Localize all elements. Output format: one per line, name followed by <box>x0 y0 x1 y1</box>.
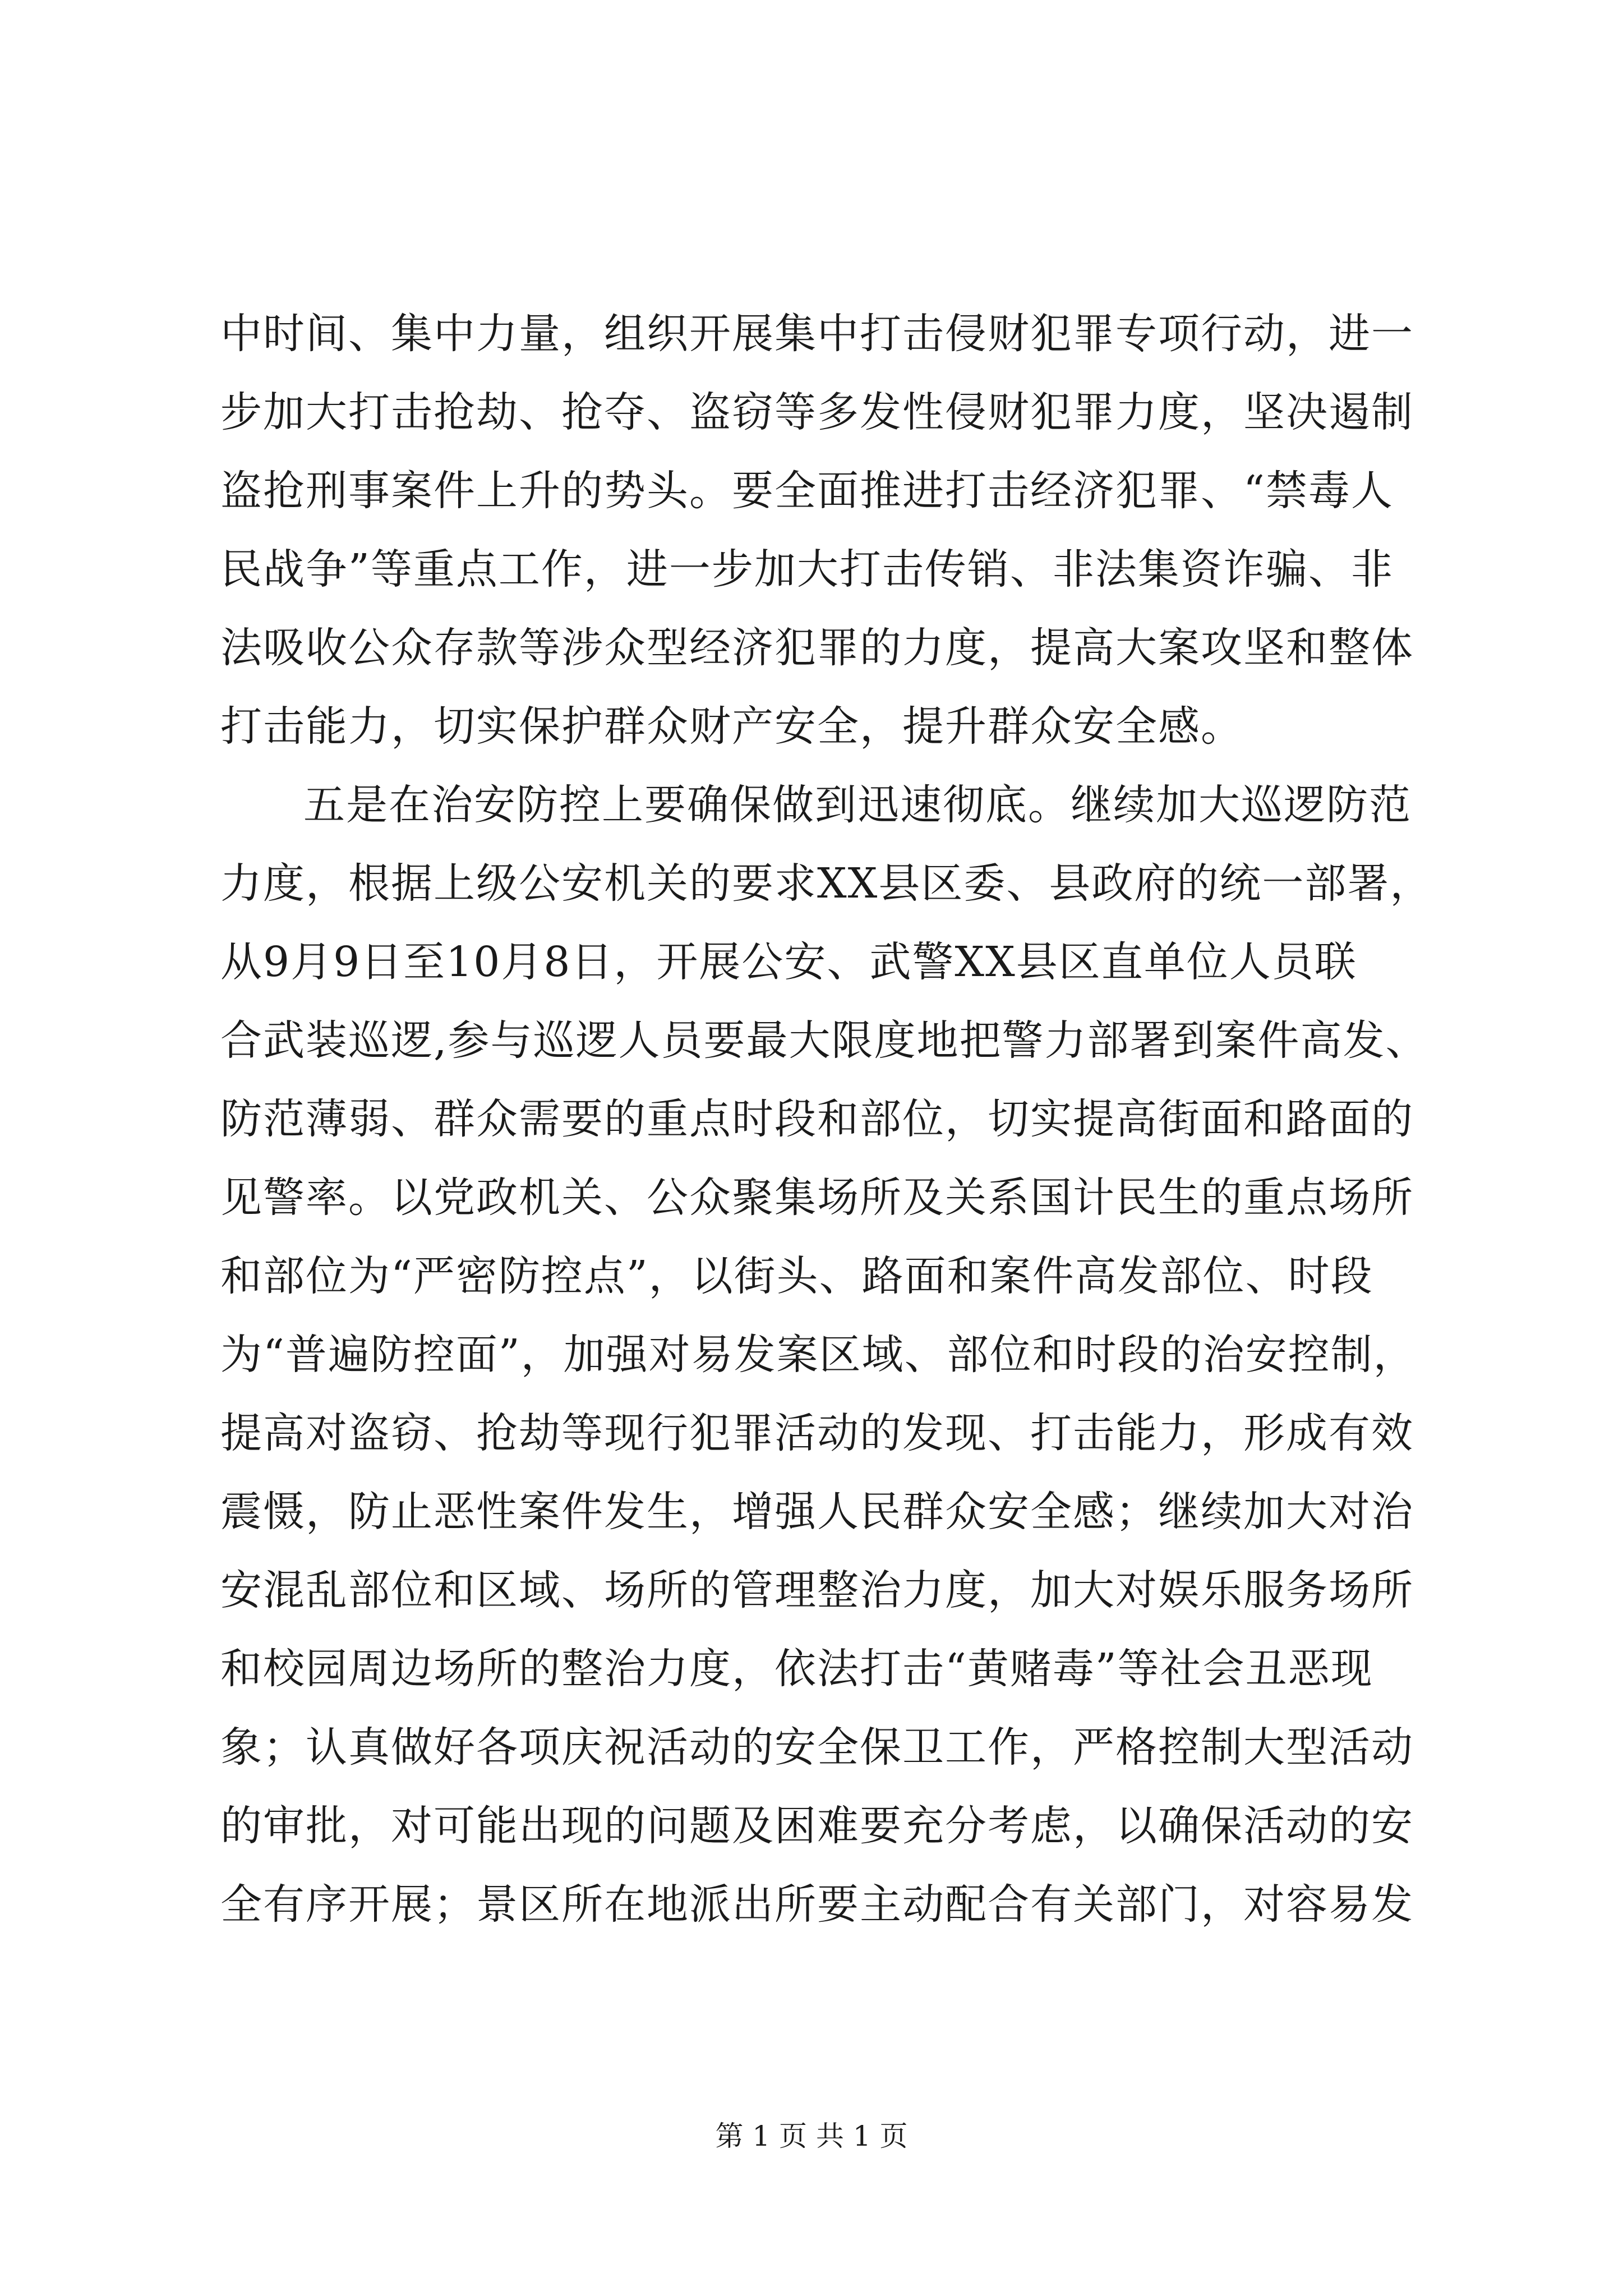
page-footer: 第 1 页 共 1 页 <box>715 2120 908 2152</box>
text-line: 安混乱部位和区域、场所的管理整治力度，加大对娱乐服务场所 <box>220 1566 1414 1614</box>
text-line: 法吸收公众存款等涉众型经济犯罪的力度，提高大案攻坚和整体 <box>220 624 1414 672</box>
paragraph-first-line: 五是在治安防控上要确保做到迅速彻底。继续加大巡逻防范 <box>303 781 1412 829</box>
text-line: 和校园周边场所的整治力度，依法打击“黄赌毒”等社会丑恶现 <box>220 1645 1373 1693</box>
text-line: 见警率。以党政机关、公众聚集场所及关系国计民生的重点场所 <box>220 1174 1414 1222</box>
text-line: 防范薄弱、群众需要的重点时段和部位，切实提高街面和路面的 <box>220 1095 1414 1143</box>
text-line: 为“普遍防控面”，加强对易发案区域、部位和时段的治安控制， <box>220 1331 1416 1379</box>
text-line: 民战争”等重点工作，进一步加大打击传销、非法集资诈骗、非 <box>220 545 1394 593</box>
text-line: 中时间、集中力量，组织开展集中打击侵财犯罪专项行动，进一 <box>220 310 1414 358</box>
text-line: 合武装巡逻,参与巡逻人员要最大限度地把警力部署到案件高发、 <box>220 1016 1428 1065</box>
text-line: 打击能力，切实保护群众财产安全，提升群众安全感。 <box>220 702 1243 751</box>
text-line: 全有序开展；景区所在地派出所要主动配合有关部门，对容易发 <box>220 1880 1414 1929</box>
text-line: 和部位为“严密防控点”，以街头、路面和案件高发部位、时段 <box>220 1252 1373 1300</box>
text-line: 步加大打击抢劫、抢夺、盗窃等多发性侵财犯罪力度，坚决遏制 <box>220 388 1414 436</box>
text-line: 的审批，对可能出现的问题及困难要充分考虑，以确保活动的安 <box>220 1802 1414 1850</box>
text-line: 震慑，防止恶性案件发生，增强人民群众安全感；继续加大对治 <box>220 1488 1414 1536</box>
text-line: 从9月9日至10月8日，开展公安、武警XX县区直单位人员联 <box>220 938 1357 986</box>
text-line: 象；认真做好各项庆祝活动的安全保卫工作，严格控制大型活动 <box>220 1723 1414 1772</box>
text-line: 力度，根据上级公安机关的要求XX县区委、县政府的统一部署， <box>220 859 1433 908</box>
text-line: 盗抢刑事案件上升的势头。要全面推进打击经济犯罪、“禁毒人 <box>220 467 1394 515</box>
text-line: 提高对盗窃、抢劫等现行犯罪活动的发现、打击能力，形成有效 <box>220 1409 1414 1457</box>
